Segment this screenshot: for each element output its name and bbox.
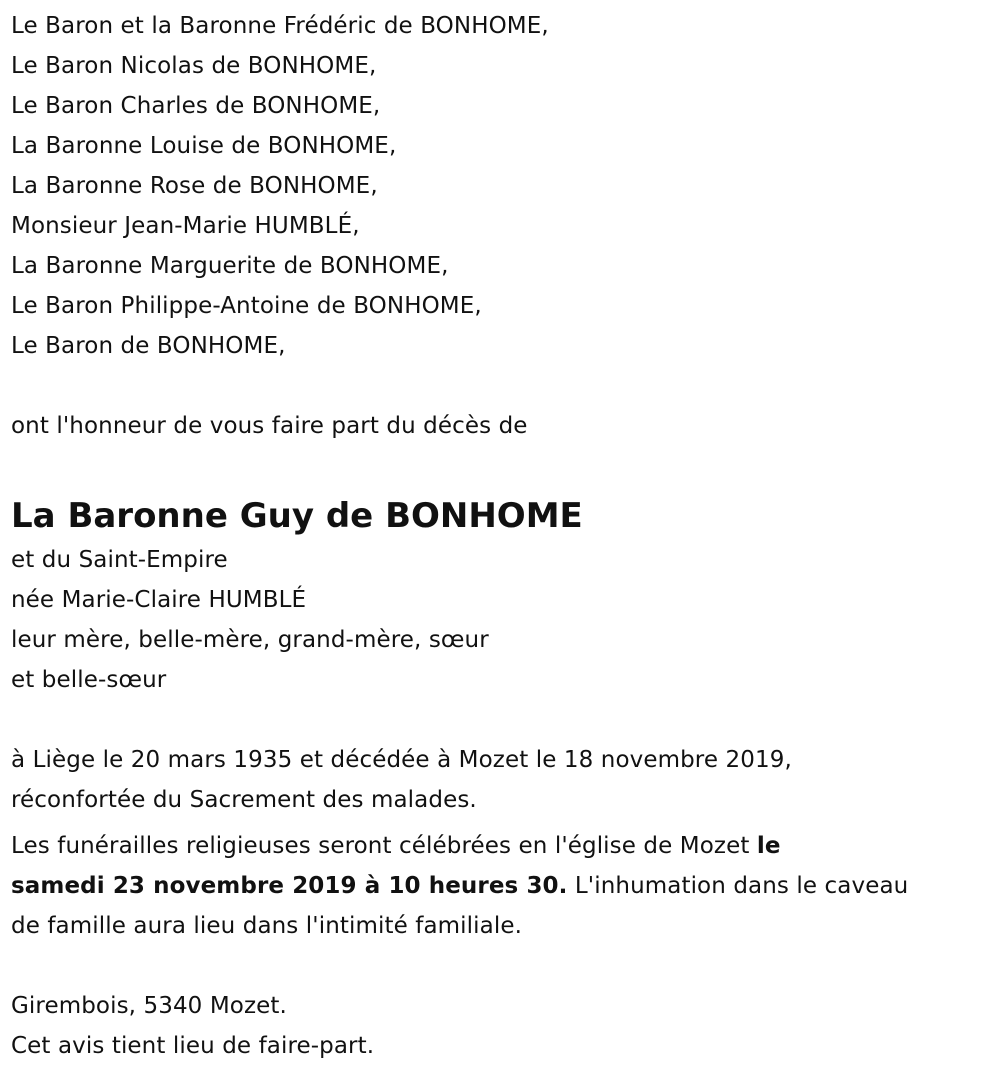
deceased-name: La Baronne Guy de BONHOME bbox=[11, 496, 583, 536]
family-member: La Baronne Marguerite de BONHOME, bbox=[11, 253, 449, 279]
funeral-date-bold: le bbox=[756, 833, 781, 859]
spacer bbox=[11, 366, 991, 406]
family-list bbox=[11, 6, 991, 366]
funeral-text: L'inhumation dans le caveau bbox=[567, 873, 909, 899]
family-member: Le Baron Charles de BONHOME, bbox=[11, 93, 381, 119]
spacer bbox=[11, 700, 991, 740]
deceased-detail: leur mère, belle-mère, grand-mère, sœur bbox=[11, 627, 489, 653]
funeral-info bbox=[11, 826, 991, 946]
deceased-details bbox=[11, 540, 991, 700]
notice-line: Cet avis tient lieu de faire-part. bbox=[11, 1033, 375, 1059]
spacer bbox=[11, 946, 991, 986]
birth-death-info bbox=[11, 740, 991, 820]
family-member: Le Baron de BONHOME, bbox=[11, 333, 286, 359]
funeral-line bbox=[11, 866, 991, 906]
funeral-line: de famille aura lieu dans l'intimité familiale. bbox=[11, 913, 522, 939]
family-member: Le Baron Philippe-Antoine de BONHOME, bbox=[11, 293, 482, 319]
funeral-line bbox=[11, 826, 991, 866]
birth-death-line: à Liège le 20 mars 1935 et décédée à Mozet le 18 novembre 2019, bbox=[11, 747, 792, 773]
closing-info bbox=[11, 986, 991, 1066]
obituary-notice bbox=[11, 6, 991, 1066]
deceased-detail: et du Saint-Empire bbox=[11, 547, 228, 573]
spacer bbox=[11, 446, 991, 486]
family-member: Le Baron et la Baronne Frédéric de BONHOME, bbox=[11, 13, 549, 39]
announcement-text: ont l'honneur de vous faire part du décès de bbox=[11, 413, 528, 439]
birth-death-line: réconfortée du Sacrement des malades. bbox=[11, 787, 477, 813]
funeral-text: Les funérailles religieuses seront célébrées en l'église de Mozet bbox=[11, 833, 757, 859]
family-member: Le Baron Nicolas de BONHOME, bbox=[11, 53, 377, 79]
deceased-detail: née Marie-Claire HUMBLÉ bbox=[11, 587, 307, 613]
family-member: Monsieur Jean-Marie HUMBLÉ, bbox=[11, 213, 360, 239]
family-member: La Baronne Rose de BONHOME, bbox=[11, 173, 378, 199]
address-line: Girembois, 5340 Mozet. bbox=[11, 993, 287, 1019]
funeral-date-bold: samedi 23 novembre 2019 à 10 heures 30. bbox=[11, 873, 568, 899]
deceased-detail: et belle-sœur bbox=[11, 667, 167, 693]
family-member: La Baronne Louise de BONHOME, bbox=[11, 133, 397, 159]
